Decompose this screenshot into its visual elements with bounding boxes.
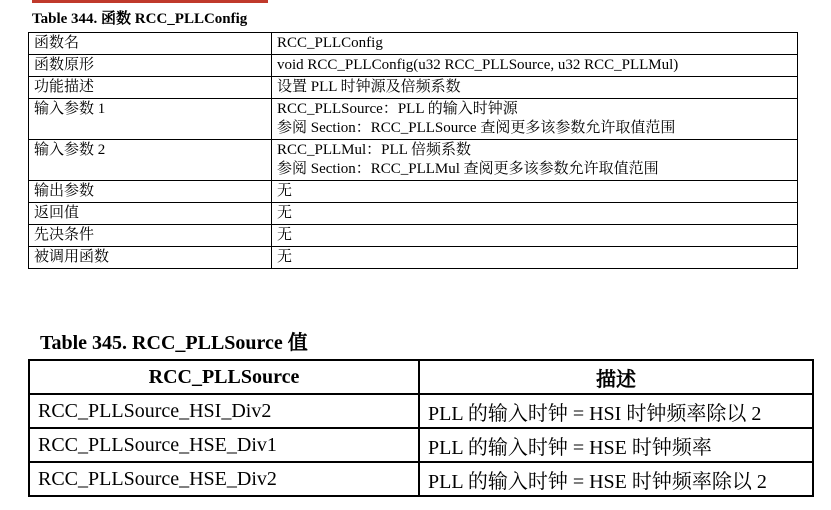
row-value <box>272 181 798 203</box>
row-label: 输入参数 2 <box>29 140 272 181</box>
description-cell: PLL 的输入时钟 = HSE 时钟频率 <box>419 428 813 462</box>
value-line: 无 <box>277 249 293 265</box>
row-value <box>272 77 798 99</box>
value-line: 无 <box>277 183 293 199</box>
value-line: RCC_PLLSource：PLL 的输入时钟源 <box>277 101 518 117</box>
value-line: 无 <box>277 227 293 243</box>
row-value <box>272 55 798 77</box>
table-row <box>29 55 798 77</box>
table-345-title: Table 345. RCC_PLLSource 值 <box>40 332 308 354</box>
row-label: 函数名 <box>29 33 272 55</box>
table-row <box>29 394 813 428</box>
value-line: 无 <box>277 205 293 221</box>
table-row <box>29 428 813 462</box>
table-row <box>29 181 798 203</box>
table-row <box>29 99 798 140</box>
table-row <box>29 77 798 99</box>
value-line: 设置 PLL 时钟源及倍频系数 <box>277 79 461 95</box>
pllsource-value-cell: RCC_PLLSource_HSE_Div1 <box>29 428 419 462</box>
row-label: 函数原形 <box>29 55 272 77</box>
table-row <box>29 225 798 247</box>
value-line: 参阅 Section：RCC_PLLMul 查阅更多该参数允许取值范围 <box>277 161 659 177</box>
pllsource-value-cell: RCC_PLLSource_HSI_Div2 <box>29 394 419 428</box>
table-row <box>29 203 798 225</box>
row-value <box>272 140 798 181</box>
row-label: 返回值 <box>29 203 272 225</box>
table-344-title: Table 344. 函数 RCC_PLLConfig <box>32 11 248 27</box>
row-value <box>272 203 798 225</box>
value-line: 参阅 Section：RCC_PLLSource 查阅更多该参数允许取值范围 <box>277 120 676 136</box>
description-cell: PLL 的输入时钟 = HSI 时钟频率除以 2 <box>419 394 813 428</box>
pllsource-values-table <box>28 359 814 497</box>
value-line: RCC_PLLMul：PLL 倍频系数 <box>277 142 472 158</box>
value-line: RCC_PLLConfig <box>277 35 383 51</box>
row-label: 功能描述 <box>29 77 272 99</box>
row-label: 先决条件 <box>29 225 272 247</box>
description-cell: PLL 的输入时钟 = HSE 时钟频率除以 2 <box>419 462 813 496</box>
accent-bar <box>32 0 268 3</box>
row-label: 输入参数 1 <box>29 99 272 140</box>
table-header-row <box>29 360 813 394</box>
table-row <box>29 462 813 496</box>
pllsource-value-cell: RCC_PLLSource_HSE_Div2 <box>29 462 419 496</box>
row-label: 被调用函数 <box>29 247 272 269</box>
table-row <box>29 33 798 55</box>
row-value <box>272 225 798 247</box>
row-value <box>272 247 798 269</box>
row-label: 输出参数 <box>29 181 272 203</box>
column-header-description: 描述 <box>419 360 813 394</box>
row-value <box>272 33 798 55</box>
table-row <box>29 247 798 269</box>
row-value <box>272 99 798 140</box>
value-line: void RCC_PLLConfig(u32 RCC_PLLSource, u32 RCC_PLLMul) <box>277 57 679 73</box>
function-description-table <box>28 32 798 269</box>
column-header-pllsource: RCC_PLLSource <box>29 360 419 394</box>
table-row <box>29 140 798 181</box>
